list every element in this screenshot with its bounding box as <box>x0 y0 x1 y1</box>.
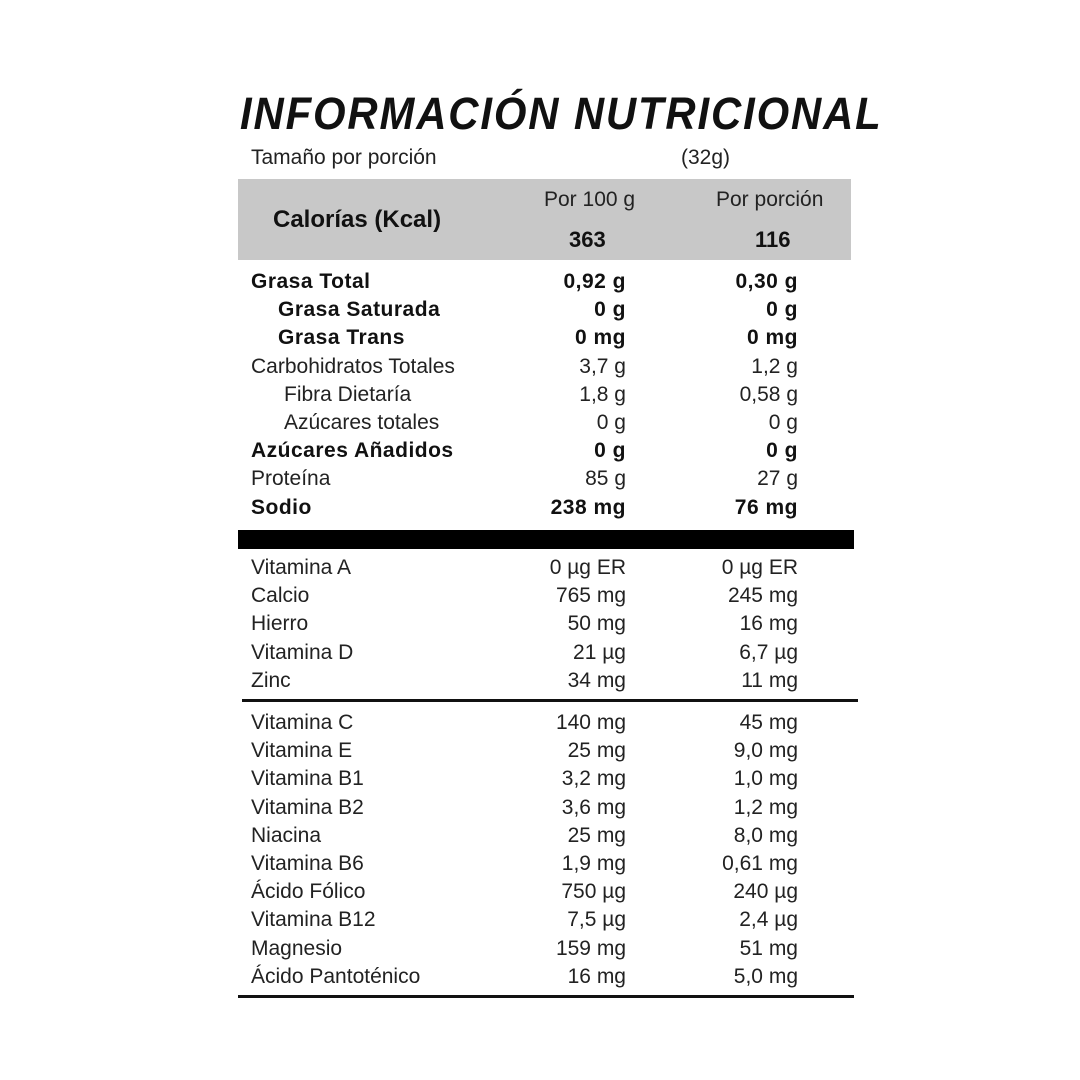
nutrient-row <box>238 353 854 381</box>
calories-per-serving: 116 <box>755 227 791 252</box>
nutrient-row <box>238 709 854 737</box>
nutrient-row <box>238 737 854 765</box>
nutrient-row <box>238 465 854 493</box>
nutrient-row <box>238 324 854 352</box>
value-per-serving: 16 mg <box>739 612 798 636</box>
value-per-100g: 0 g <box>596 411 626 434</box>
value-per-serving: 8,0 mg <box>733 823 798 847</box>
value-per-100g: 1,8 g <box>579 382 626 406</box>
nutrient-row <box>238 850 854 878</box>
nutrient-name: Vitamina D <box>251 640 354 664</box>
nutrient-name: Azúcares totales <box>284 411 440 434</box>
nutrient-name: Vitamina B12 <box>251 908 376 932</box>
value-per-serving: 0 mg <box>746 326 798 350</box>
value-per-100g: 0 g <box>594 298 626 322</box>
value-per-serving: 45 mg <box>739 711 798 734</box>
nutrient-row <box>238 765 854 793</box>
value-per-serving: 0 µg ER <box>721 556 798 579</box>
nutrient-name: Proteína <box>251 467 331 491</box>
value-per-100g: 34 mg <box>567 668 626 692</box>
nutrient-name: Grasa Total <box>251 270 371 293</box>
value-per-100g: 16 mg <box>567 964 626 988</box>
value-per-serving: 2,4 µg <box>739 908 798 932</box>
value-per-serving: 1,2 g <box>751 354 798 378</box>
value-per-serving: 76 mg <box>734 495 798 519</box>
value-per-serving: 11 mg <box>741 668 798 692</box>
nutrient-name: Magnesio <box>251 936 343 960</box>
nutrient-name: Vitamina B1 <box>251 767 364 791</box>
value-per-serving: 0,61 mg <box>722 852 798 875</box>
nutrient-row <box>238 437 854 465</box>
calories-label: Calorías (Kcal) <box>273 206 442 233</box>
nutrient-name: Grasa Saturada <box>278 298 441 322</box>
nutrient-name: Zinc <box>251 668 291 692</box>
nutrient-row <box>238 381 854 409</box>
value-per-serving: 1,2 mg <box>733 795 798 819</box>
serving-size-value: (32g) <box>681 146 731 169</box>
value-per-100g: 0 µg ER <box>549 556 626 579</box>
nutrient-name: Calcio <box>251 584 310 608</box>
value-per-100g: 0 mg <box>574 326 626 350</box>
value-per-100g: 85 g <box>585 467 626 491</box>
nutrient-row <box>238 963 854 991</box>
nutrient-row <box>238 667 854 695</box>
value-per-100g: 25 mg <box>567 739 626 763</box>
value-per-serving: 0,30 g <box>735 270 798 293</box>
nutrient-row <box>238 822 854 850</box>
value-per-serving: 240 µg <box>733 880 798 904</box>
value-per-100g: 0,92 g <box>563 270 626 293</box>
nutrient-row <box>238 409 854 437</box>
value-per-100g: 50 mg <box>567 612 626 636</box>
nutrient-name: Vitamina B6 <box>251 852 364 875</box>
nutrient-row <box>238 610 854 638</box>
value-per-100g: 750 µg <box>561 880 626 904</box>
nutrient-row <box>238 906 854 934</box>
nutrient-name: Niacina <box>251 823 322 847</box>
nutrient-row <box>238 794 854 822</box>
calories-per-100g: 363 <box>569 227 606 252</box>
value-per-serving: 1,0 mg <box>733 767 798 791</box>
value-per-100g: 1,9 mg <box>561 852 626 875</box>
value-per-100g: 0 g <box>594 439 626 463</box>
nutrient-name: Vitamina E <box>251 739 353 763</box>
column-header-per-serving: Por porción <box>716 188 824 211</box>
value-per-100g: 7,5 µg <box>567 908 626 932</box>
nutrient-row <box>238 935 854 963</box>
nutrient-row <box>238 268 854 296</box>
nutrient-name: Hierro <box>251 612 309 636</box>
nutrient-name: Carbohidratos Totales <box>251 354 455 378</box>
nutrient-name: Vitamina A <box>251 556 352 579</box>
nutrient-name: Grasa Trans <box>278 326 405 350</box>
value-per-serving: 9,0 mg <box>733 739 798 763</box>
value-per-serving: 6,7 µg <box>739 640 798 664</box>
nutrient-name: Fibra Dietaría <box>284 382 412 406</box>
value-per-100g: 21 µg <box>573 640 626 664</box>
nutrient-name: Ácido Pantoténico <box>251 964 421 988</box>
calories-header <box>238 179 851 260</box>
bottom-rule <box>238 995 854 998</box>
value-per-serving: 0 g <box>766 439 798 463</box>
nutrient-row <box>238 582 854 610</box>
nutrient-name: Vitamina B2 <box>251 795 364 819</box>
section-divider-bar <box>238 530 854 549</box>
nutrient-name: Vitamina C <box>251 711 354 734</box>
serving-size-label: Tamaño por porción <box>251 146 437 169</box>
nutrient-name: Azúcares Añadidos <box>251 439 454 463</box>
value-per-serving: 27 g <box>757 467 798 491</box>
value-per-serving: 0 g <box>766 298 798 322</box>
value-per-100g: 159 mg <box>555 936 626 960</box>
nutrient-name: Ácido Fólico <box>251 880 366 904</box>
column-header-per-100g: Por 100 g <box>544 188 636 211</box>
value-per-100g: 238 mg <box>550 495 626 519</box>
label-title: INFORMACIÓN NUTRICIONAL <box>240 88 883 139</box>
value-per-serving: 5,0 mg <box>733 964 798 988</box>
nutrient-row <box>238 296 854 324</box>
nutrient-row <box>238 878 854 906</box>
value-per-serving: 245 mg <box>727 584 798 608</box>
value-per-100g: 25 mg <box>567 823 626 847</box>
value-per-100g: 140 mg <box>555 711 626 734</box>
value-per-100g: 3,6 mg <box>561 795 626 819</box>
value-per-serving: 51 mg <box>739 936 798 960</box>
value-per-serving: 0,58 g <box>739 382 798 406</box>
value-per-serving: 0 g <box>768 411 798 434</box>
value-per-100g: 765 mg <box>555 584 626 608</box>
value-per-100g: 3,7 g <box>579 354 626 378</box>
section-divider-rule <box>242 699 858 702</box>
nutrient-row <box>238 554 854 582</box>
nutrition-label <box>238 0 883 1080</box>
nutrient-name: Sodio <box>251 495 312 519</box>
nutrient-row <box>238 494 854 522</box>
value-per-100g: 3,2 mg <box>561 767 626 791</box>
nutrient-row <box>238 639 854 667</box>
